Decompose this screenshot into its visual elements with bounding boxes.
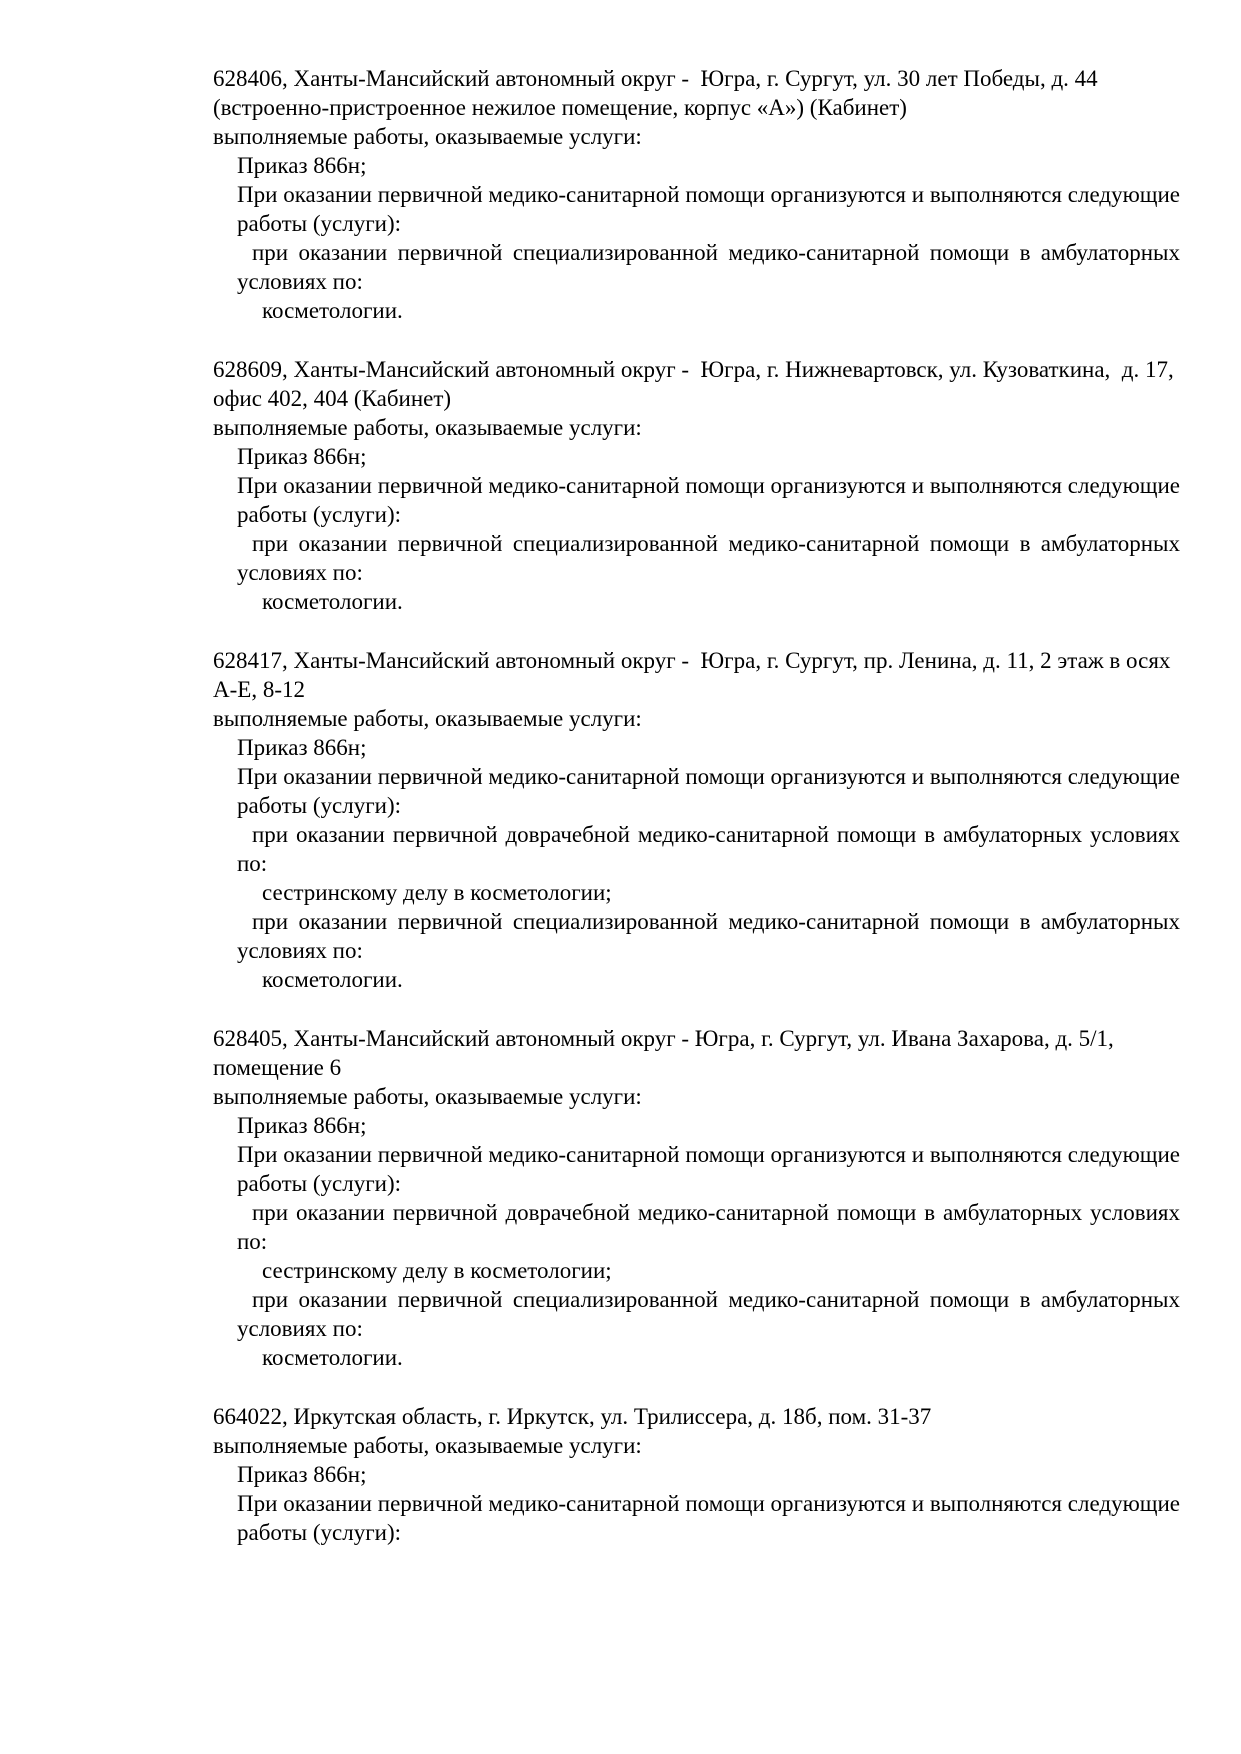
care-type-heading: при оказании первичной специализированной медико-санитарной помощи в амбулаторных условиях по: bbox=[237, 1287, 1180, 1341]
care-type-heading: при оказании первичной специализированной медико-санитарной помощи в амбулаторных условиях по: bbox=[237, 909, 1180, 963]
primary-care-paragraph: При оказании первичной медико-санитарной помощи организуются и выполняются следующие работы (услуги): bbox=[237, 1142, 1180, 1196]
primary-care-paragraph: При оказании первичной медико-санитарной помощи организуются и выполняются следующие работы (услуги): bbox=[237, 473, 1180, 527]
care-type-heading: при оказании первичной доврачебной медико-санитарной помощи в амбулаторных условиях по: bbox=[237, 1200, 1180, 1254]
license-entry-628417 bbox=[213, 646, 1180, 994]
service-item: косметологии. bbox=[262, 967, 403, 992]
care-type-heading: при оказании первичной специализированной медико-санитарной помощи в амбулаторных условиях по: bbox=[237, 240, 1180, 294]
works-services-label: выполняемые работы, оказываемые услуги: bbox=[213, 124, 642, 149]
entry-address: 628417, Ханты-Мансийский автономный округ - Югра, г. Сургут, пр. Ленина, д. 11, 2 этаж в осях А-Е, 8-12 bbox=[213, 648, 1177, 702]
order-reference: Приказ 866н; bbox=[237, 1113, 367, 1138]
care-type-heading: при оказании первичной специализированной медико-санитарной помощи в амбулаторных условиях по: bbox=[237, 531, 1180, 585]
works-services-label: выполняемые работы, оказываемые услуги: bbox=[213, 1433, 642, 1458]
primary-care-paragraph: При оказании первичной медико-санитарной помощи организуются и выполняются следующие работы (услуги): bbox=[237, 764, 1180, 818]
service-item: сестринскому делу в косметологии; bbox=[262, 880, 612, 905]
works-services-label: выполняемые работы, оказываемые услуги: bbox=[213, 415, 642, 440]
works-services-label: выполняемые работы, оказываемые услуги: bbox=[213, 706, 642, 731]
service-item: косметологии. bbox=[262, 298, 403, 323]
order-reference: Приказ 866н; bbox=[237, 153, 367, 178]
entry-address: 664022, Иркутская область, г. Иркутск, ул. Трилиссера, д. 18б, пом. 31-37 bbox=[213, 1404, 932, 1429]
order-reference: Приказ 866н; bbox=[237, 444, 367, 469]
entry-address: 628609, Ханты-Мансийский автономный округ - Югра, г. Нижневартовск, ул. Кузоваткина, д. 17, офис 402, 404 (Кабинет) bbox=[213, 357, 1180, 411]
order-reference: Приказ 866н; bbox=[237, 735, 367, 760]
works-services-label: выполняемые работы, оказываемые услуги: bbox=[213, 1084, 642, 1109]
license-entry-628405 bbox=[213, 1024, 1180, 1372]
license-entry-664022 bbox=[213, 1402, 1180, 1547]
service-item: сестринскому делу в косметологии; bbox=[262, 1258, 612, 1283]
license-entry-628406 bbox=[213, 64, 1180, 325]
service-item: косметологии. bbox=[262, 589, 403, 614]
care-type-heading: при оказании первичной доврачебной медико-санитарной помощи в амбулаторных условиях по: bbox=[237, 822, 1180, 876]
primary-care-paragraph: При оказании первичной медико-санитарной помощи организуются и выполняются следующие работы (услуги): bbox=[237, 182, 1180, 236]
service-item: косметологии. bbox=[262, 1345, 403, 1370]
entry-address: 628406, Ханты-Мансийский автономный округ - Югра, г. Сургут, ул. 30 лет Победы, д. 44 (встроенно-пристроенное нежилое помещение, корпус «А») (Кабинет) bbox=[213, 66, 1104, 120]
primary-care-paragraph: При оказании первичной медико-санитарной помощи организуются и выполняются следующие работы (услуги): bbox=[237, 1491, 1180, 1545]
entry-address: 628405, Ханты-Мансийский автономный округ - Югра, г. Сургут, ул. Ивана Захарова, д. 5/1, помещение 6 bbox=[213, 1026, 1120, 1080]
order-reference: Приказ 866н; bbox=[237, 1462, 367, 1487]
license-entry-628609 bbox=[213, 355, 1180, 616]
